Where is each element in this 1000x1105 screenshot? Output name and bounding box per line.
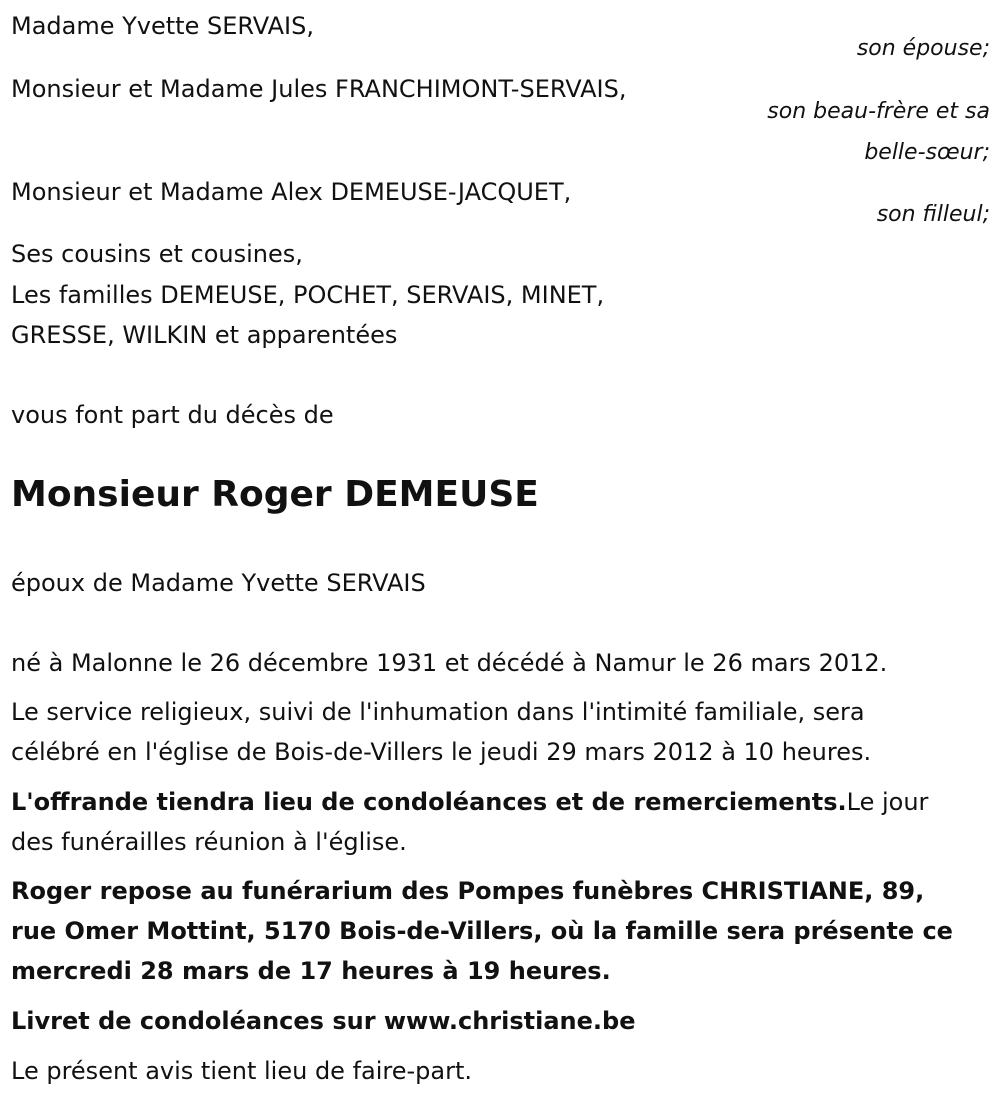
relation-brother-in-law-line1: son beau-frère et sa: [767, 99, 990, 124]
offering-bold-text: L'offrande tiendra lieu de condoléances et de remerciements.: [11, 788, 847, 816]
funerarium-line-1: Roger repose au funérarium des Pompes funèbres CHRISTIANE, 89,: [11, 877, 925, 905]
offering-line-1: [11, 787, 928, 817]
funerarium-line-3: mercredi 28 mars de 17 heures à 19 heures.: [11, 957, 611, 985]
families-line-2: GRESSE, WILKIN et apparentées: [11, 321, 398, 349]
relation-godson: son filleul;: [876, 202, 990, 227]
family-member-spouse: Madame Yvette SERVAIS,: [11, 12, 314, 40]
birth-death-line: né à Malonne le 26 décembre 1931 et décédé à Namur le 26 mars 2012.: [11, 649, 888, 677]
offering-line-2: des funérailles réunion à l'église.: [11, 828, 407, 856]
deceased-name: Monsieur Roger DEMEUSE: [11, 474, 539, 515]
service-line-2: célébré en l'église de Bois-de-Villers le jeudi 29 mars 2012 à 10 heures.: [11, 738, 872, 766]
families-line-1: Les familles DEMEUSE, POCHET, SERVAIS, MINET,: [11, 281, 605, 309]
relation-spouse: son épouse;: [856, 36, 990, 61]
spouse-line: époux de Madame Yvette SERVAIS: [11, 569, 426, 597]
service-line-1: Le service religieux, suivi de l'inhumation dans l'intimité familiale, sera: [11, 698, 865, 726]
cousins-line: Ses cousins et cousines,: [11, 240, 303, 268]
closing-line: Le présent avis tient lieu de faire-part.: [11, 1057, 473, 1085]
family-member-brother-in-law: Monsieur et Madame Jules FRANCHIMONT-SERVAIS,: [11, 75, 627, 103]
family-member-godson: Monsieur et Madame Alex DEMEUSE-JACQUET,: [11, 178, 572, 206]
condolences-book-line: Livret de condoléances sur www.christiane.be: [11, 1007, 636, 1035]
relation-brother-in-law-line2: belle-sœur;: [864, 140, 990, 165]
announcement-text: vous font part du décès de: [11, 401, 334, 429]
offering-rest-text: Le jour: [846, 788, 929, 816]
funerarium-line-2: rue Omer Mottint, 5170 Bois-de-Villers, où la famille sera présente ce: [11, 917, 953, 945]
